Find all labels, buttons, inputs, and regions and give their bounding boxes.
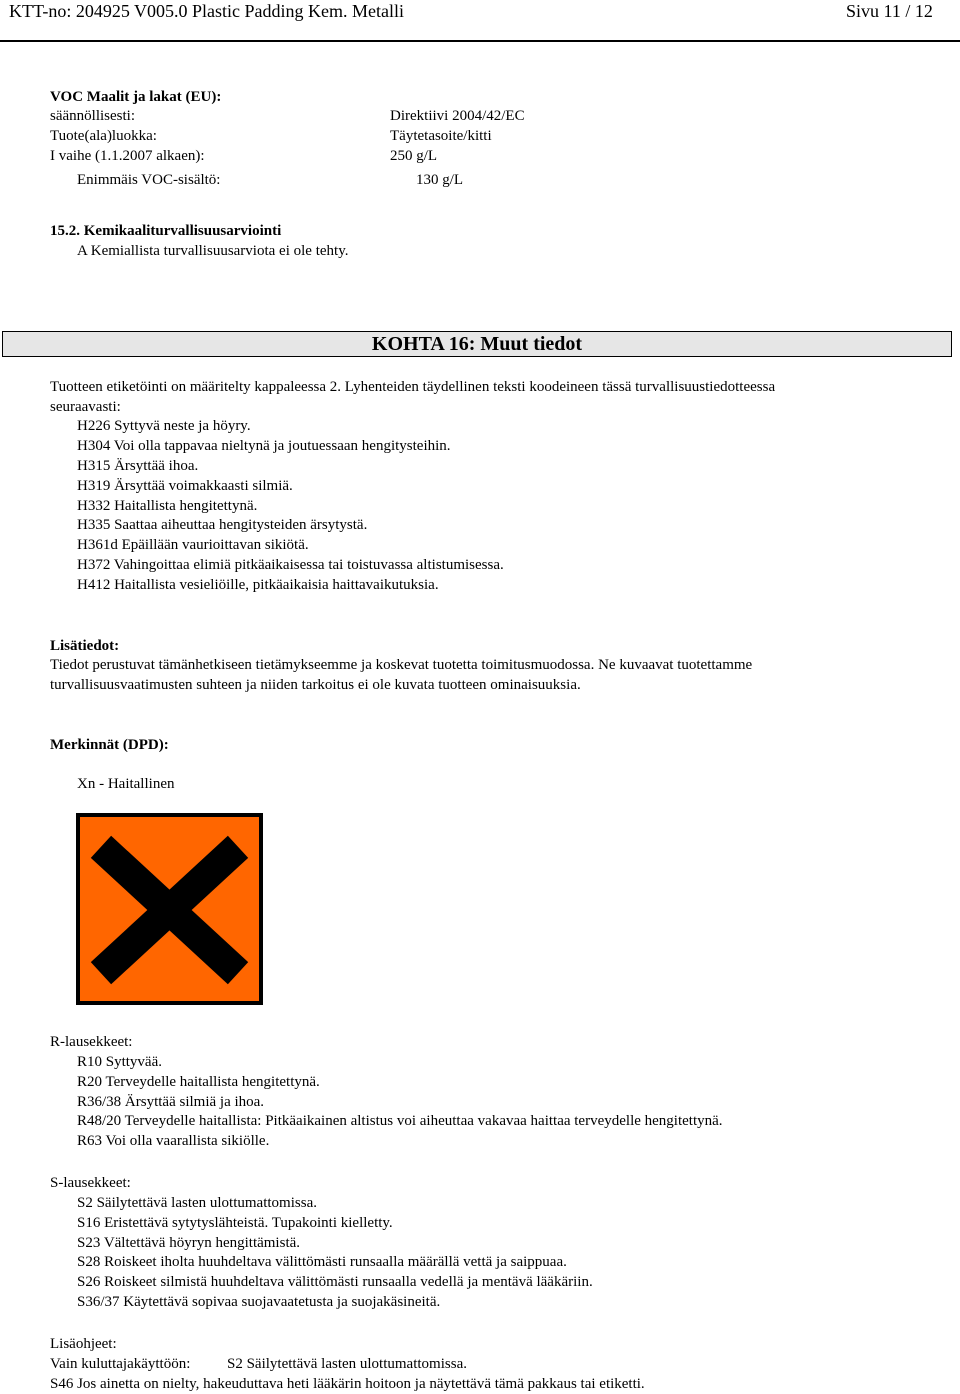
voc-label: Enimmäis VOC-sisältö: — [77, 172, 221, 188]
h-phrase: H335 Saattaa aiheuttaa hengitysteiden ärsytystä. — [77, 517, 368, 533]
voc-value: 250 g/L — [390, 148, 438, 164]
h-phrase: H304 Voi olla tappavaa nieltynä ja joutuessaan hengitysteihin. — [77, 438, 451, 454]
r-phrase: R10 Syttyvää. — [77, 1054, 162, 1070]
s-phrase: S23 Vältettävä höyryn hengittämistä. — [77, 1235, 301, 1251]
section-15-2-text: A Kemiallista turvallisuusarviota ei ole tehty. — [77, 243, 349, 259]
lisatiedot-text: Tiedot perustuvat tämänhetkiseen tietämykseemme ja koskevat tuotetta toimitusmuodossa. Ne kuvaavat tuotettamme — [50, 657, 753, 673]
lisaohjeet-title: Lisäohjeet: — [50, 1336, 117, 1352]
s-phrase: S28 Roiskeet iholta huuhdeltava välittömästi runsaalla määrällä vettä ja saippuaa. — [77, 1254, 567, 1270]
voc-label: säännöllisesti: — [50, 108, 135, 124]
h-phrase: H332 Haitallista hengitettynä. — [77, 498, 258, 514]
r-phrase: R63 Voi olla vaarallista sikiölle. — [77, 1133, 270, 1149]
h-phrase: H361d Epäillään vaurioittavan sikiötä. — [77, 537, 309, 553]
lisatiedot-text: turvallisuusvaatimusten suhteen ja niiden tarkoitus ei ole kuvata tuotteen ominaisuuksia. — [50, 677, 581, 693]
section-16-intro: seuraavasti: — [50, 399, 121, 415]
h-phrase: H372 Vahingoittaa elimiä pitkäaikaisessa tai toistuvassa altistumisessa. — [77, 557, 504, 573]
page-number: Sivu 11 / 12 — [846, 1, 933, 21]
s-phrase: S2 Säilytettävä lasten ulottumattomissa. — [77, 1195, 317, 1211]
voc-title: VOC Maalit ja lakat (EU): — [50, 89, 222, 105]
voc-label: Tuote(ala)luokka: — [50, 128, 157, 144]
merkinnat-title: Merkinnät (DPD): — [50, 737, 169, 753]
section-16-intro: Tuotteen etiketöinti on määritelty kappaleessa 2. Lyhenteiden täydellinen teksti koodeineen tässä turvallisuustiedotteessa — [50, 379, 776, 395]
harmful-x-icon — [76, 813, 263, 1005]
voc-label: I vaihe (1.1.2007 alkaen): — [50, 148, 205, 164]
lisatiedot-title: Lisätiedot: — [50, 638, 120, 654]
hazard-symbol-label: Xn - Haitallinen — [77, 776, 175, 792]
voc-value: Täytetasoite/kitti — [390, 128, 492, 144]
h-phrase: H412 Haitallista vesieliöille, pitkäaikaisia haittavaikutuksia. — [77, 577, 439, 593]
consumer-use-label: Vain kuluttajakäyttöön: — [50, 1356, 191, 1372]
r-phrase: R48/20 Terveydelle haitallista: Pitkäaikainen altistus voi aiheuttaa vakavaa haittaa terveydelle hengitettynä. — [77, 1113, 723, 1129]
document-id: KTT-no: 204925 V005.0 Plastic Padding Kem. Metalli — [9, 1, 404, 21]
s-phrases-title: S-lausekkeet: — [50, 1175, 131, 1191]
voc-value: 130 g/L — [416, 172, 464, 188]
h-phrase: H315 Ärsyttää ihoa. — [77, 458, 199, 474]
voc-value: Direktiivi 2004/42/EC — [390, 108, 525, 124]
s46-phrase: S46 Jos ainetta on nielty, hakeuduttava heti lääkärin hoitoon ja näytettävä tämä pakkaus tai etiketti. — [50, 1376, 645, 1392]
s-phrase: S26 Roiskeet silmistä huuhdeltava välittömästi runsaalla vedellä ja mentävä lääkäriin. — [77, 1274, 593, 1290]
section-16-title: KOHTA 16: Muut tiedot — [371, 333, 583, 355]
r-phrase: R36/38 Ärsyttää silmiä ja ihoa. — [77, 1094, 265, 1110]
s-phrase: S16 Eristettävä sytytyslähteistä. Tupakointi kielletty. — [77, 1215, 393, 1231]
section-15-2-title: 15.2. Kemikaaliturvallisuusarviointi — [50, 223, 282, 239]
s-phrase: S36/37 Käytettävä sopivaa suojavaatetusta ja suojakäsineitä. — [77, 1294, 441, 1310]
header-rule — [0, 40, 960, 42]
h-phrase: H226 Syttyvä neste ja höyry. — [77, 418, 251, 434]
r-phrases-title: R-lausekkeet: — [50, 1034, 133, 1050]
r-phrase: R20 Terveydelle haitallista hengitettynä. — [77, 1074, 320, 1090]
h-phrase: H319 Ärsyttää voimakkaasti silmiä. — [77, 478, 293, 494]
section-16-banner — [2, 331, 952, 357]
consumer-use-value: S2 Säilytettävä lasten ulottumattomissa. — [227, 1356, 467, 1372]
